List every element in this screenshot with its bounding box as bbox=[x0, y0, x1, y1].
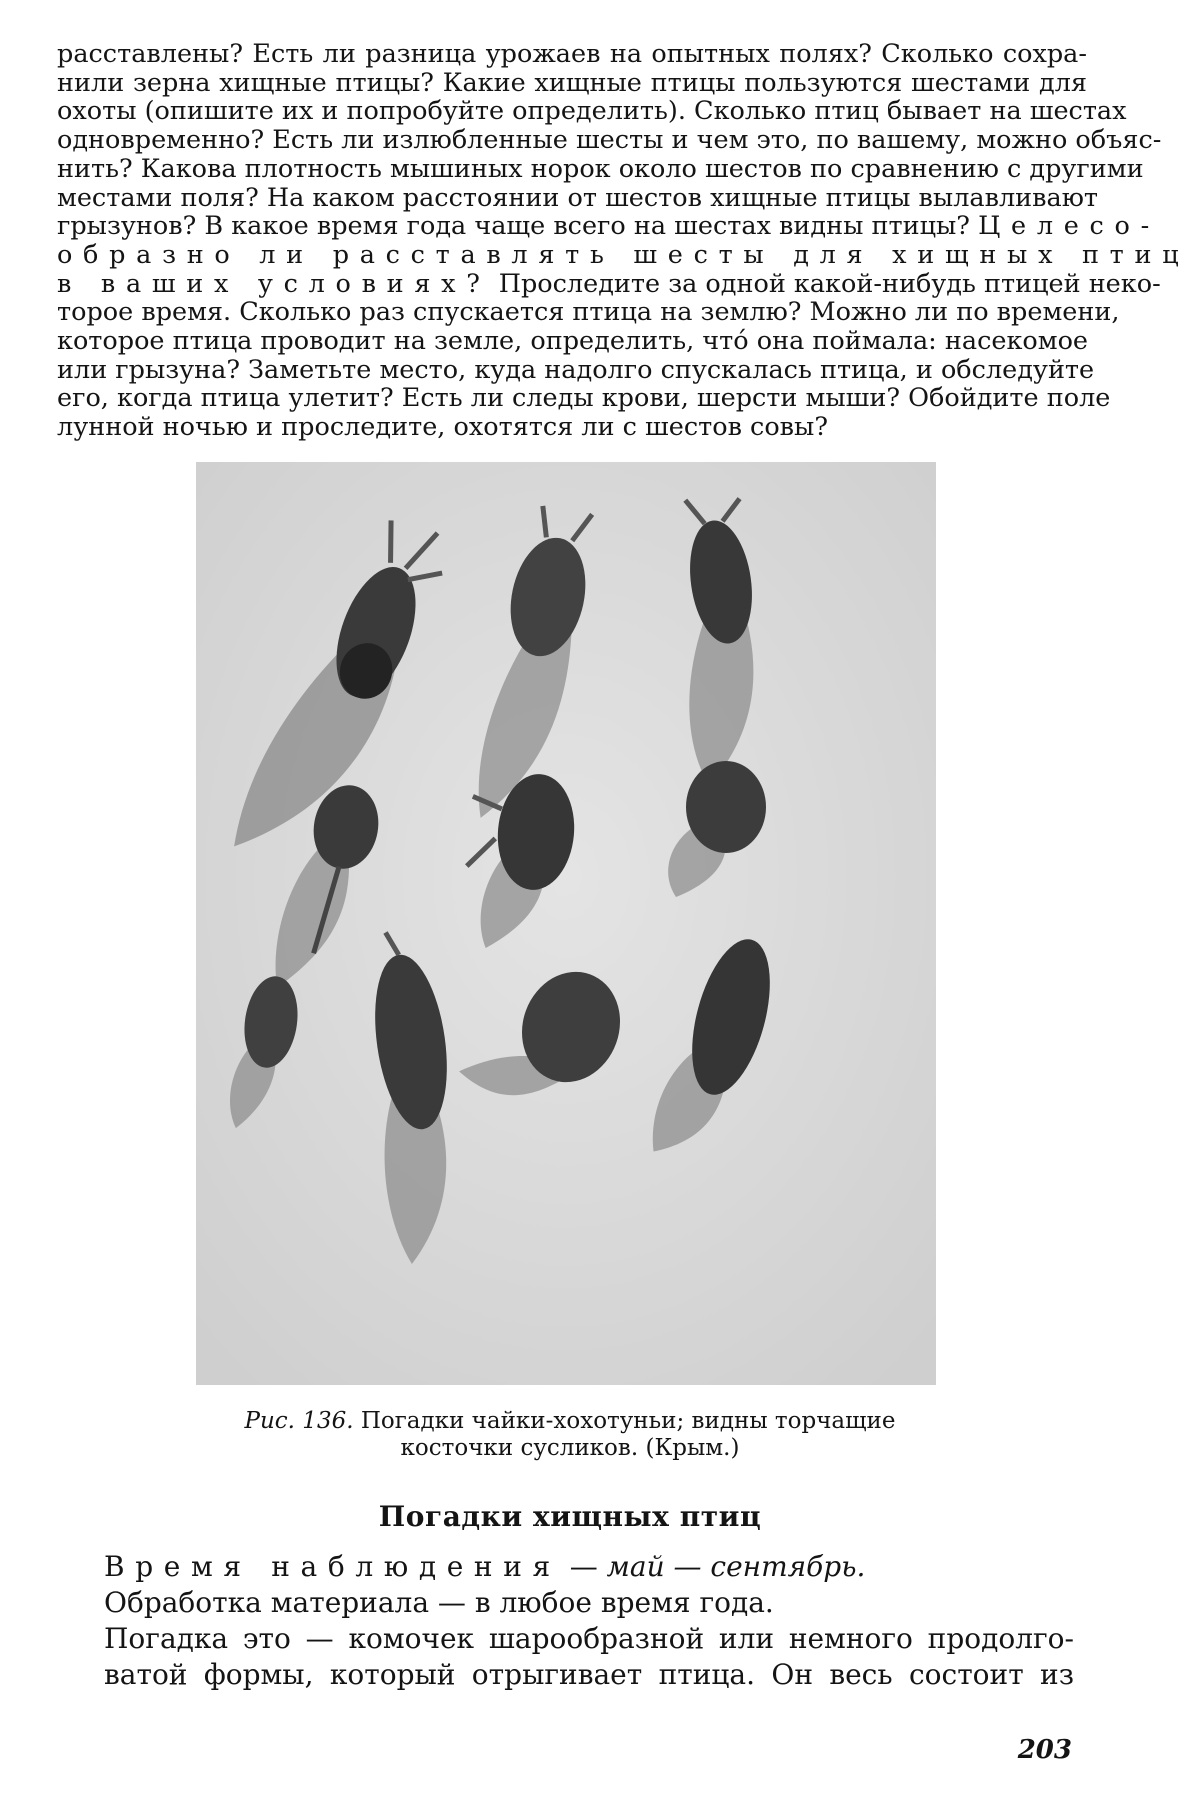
caption-line bbox=[150, 1408, 990, 1435]
text-segment: Проследите за одной какой-нибудь птицей неко- bbox=[490, 268, 1161, 299]
text-line: лунной ночью и проследите, охотятся ли с шестов совы? bbox=[57, 412, 829, 443]
text-line: которое птица проводит на земле, определить, что́ она поймала: насекомое bbox=[57, 326, 1089, 357]
text-line: местами поля? На каком расстоянии от шестов хищные птицы вылавливают bbox=[57, 182, 1099, 213]
figure-photo-pellets bbox=[196, 462, 936, 1385]
spaced-text: в ваших условиях? bbox=[57, 268, 491, 299]
text-line: нить? Какова плотность мышиных норок около шестов по сравнению с другими bbox=[57, 153, 1144, 184]
text-segment: грызунов? В какое время года чаще всего на шестах видны птицы? bbox=[57, 211, 970, 242]
spaced-text-line: образно ли расставлять шесты для хищных птиц bbox=[57, 239, 1189, 270]
text-line: или грызуна? Заметьте место, куда надолго спускалась птица, и обследуйте bbox=[57, 354, 1095, 385]
section-title: Погадки хищных птиц bbox=[378, 1500, 762, 1533]
caption-text: Погадки чайки-хохотуньи; видны торчащие bbox=[353, 1408, 896, 1434]
italic-text: май — сентябрь. bbox=[606, 1550, 866, 1583]
page-number: 203 bbox=[1017, 1735, 1072, 1765]
text-line: его, когда птица улетит? Есть ли следы крови, шерсти мыши? Обойдите поле bbox=[57, 383, 1111, 414]
text-line: Обработка материала — в любое время года. bbox=[104, 1586, 774, 1619]
top-paragraph bbox=[57, 39, 1189, 443]
text-line: Погадка это — комочек шарообразной или немного продолгo- bbox=[104, 1622, 1074, 1655]
text-line: расставлены? Есть ли разница урожаев на опытных полях? Сколько сохра- bbox=[57, 39, 1087, 69]
text-line: нили зерна хищные птицы? Какие хищные птицы пользуются шестами для bbox=[57, 67, 1087, 98]
spaced-text: Время наблюдения bbox=[104, 1550, 561, 1583]
caption-line: косточки сусликов. (Крым.) bbox=[400, 1435, 740, 1461]
text-line-with-spaced bbox=[57, 211, 1160, 242]
observation-time-line bbox=[104, 1549, 1074, 1585]
text-line: торое время. Сколько раз спускается птица на землю? Можно ли по времени, bbox=[57, 297, 1120, 328]
text-line-with-spaced bbox=[57, 268, 1161, 299]
bottom-paragraph bbox=[104, 1549, 1074, 1693]
spaced-text: Целесо- bbox=[978, 211, 1160, 242]
dash: — bbox=[560, 1550, 607, 1583]
figure-caption bbox=[150, 1408, 990, 1462]
text-line: одновременно? Есть ли излюбленные шесты и чем это, по вашему, можно объяс- bbox=[57, 125, 1162, 156]
text-line: охоты (опишите их и попробуйте определить). Сколько птиц бывает на шестах bbox=[57, 96, 1127, 127]
text-line: ватой формы, который отрыгивает птица. Он весь состоит из bbox=[104, 1658, 1074, 1691]
pellets-photo bbox=[196, 462, 936, 1385]
figure-label: Рис. 136. bbox=[244, 1408, 354, 1434]
